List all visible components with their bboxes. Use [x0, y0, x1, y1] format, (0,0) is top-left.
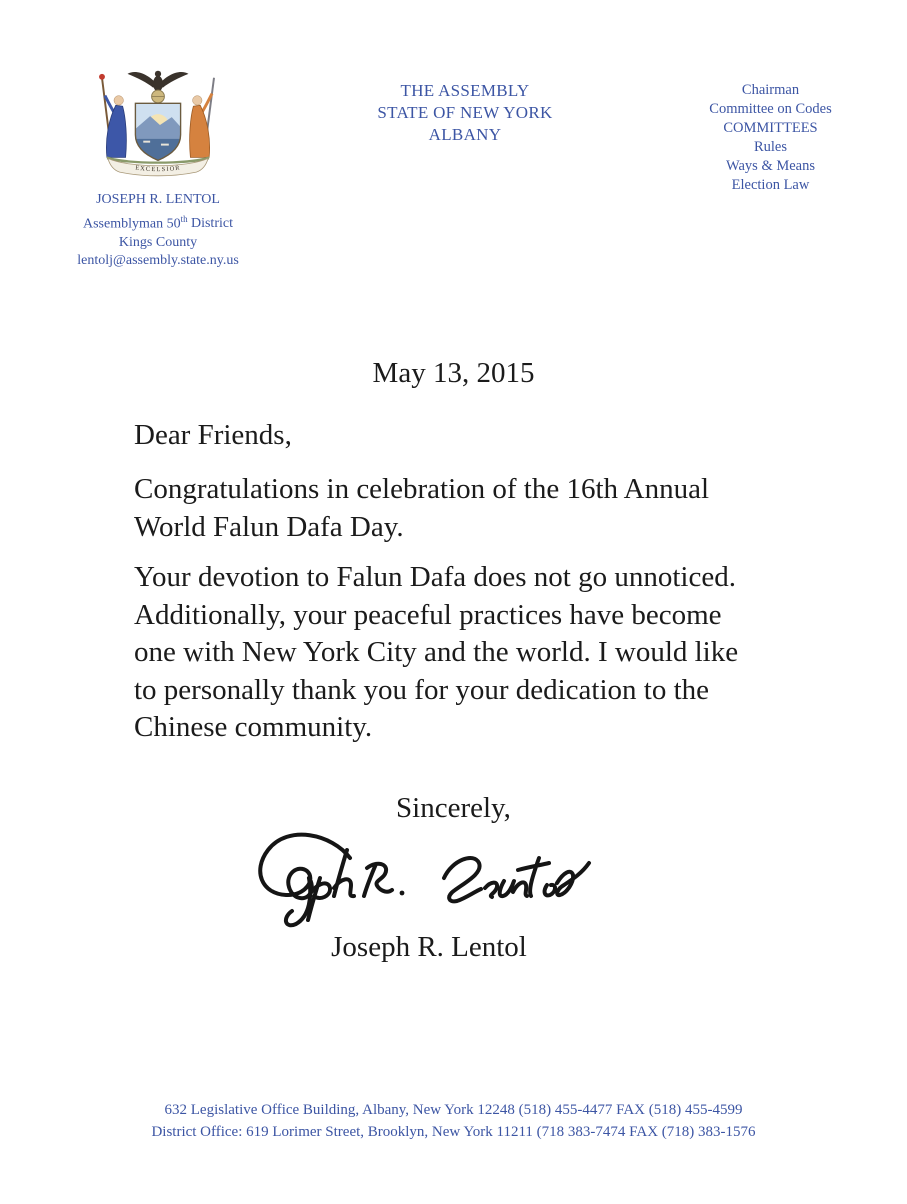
official-title-text: Assemblyman 50 — [83, 216, 181, 232]
official-title-ordinal: th — [180, 213, 188, 224]
assembly-state: STATE OF NEW YORK — [377, 103, 553, 122]
paragraph-1 — [134, 471, 709, 546]
committee-item: Election Law — [731, 177, 810, 193]
letterhead-right — [688, 81, 853, 195]
official-title — [53, 210, 263, 234]
committee-item: Rules — [753, 139, 788, 155]
paragraph-line: Congratulations in celebration of the 16th Annual — [134, 473, 710, 505]
letter-date: May 13, 2015 — [372, 357, 535, 389]
closing: Sincerely, — [396, 792, 511, 824]
paragraph-line: World Falun Dafa Day. — [134, 510, 404, 543]
official-email: lentolj@assembly.state.ny.us — [77, 253, 239, 269]
footer-district-office: District Office: 619 Lorimer Street, Brooklyn, New York 11211 (718 383-7474 FAX (718) 383-1576 — [151, 1123, 756, 1140]
committees-heading: COMMITTEES — [723, 120, 818, 136]
signer-name: Joseph R. Lentol — [331, 931, 527, 963]
footer — [0, 1100, 907, 1143]
seal-motto: EXCELSIOR — [134, 164, 182, 174]
letterhead-center — [330, 80, 600, 146]
chairman-title: Chairman — [741, 82, 800, 98]
assembly-city: ALBANY — [428, 125, 502, 144]
paragraph-line: Your devotion to Falun Dafa does not go unnoticed. — [134, 561, 736, 593]
official-name: JOSEPH R. LENTOL — [96, 192, 220, 207]
chairman-committee: Committee on Codes — [709, 101, 832, 117]
eagle-icon — [128, 71, 189, 92]
paragraph-line: Chinese community. — [134, 711, 373, 743]
letterhead-left — [53, 64, 263, 271]
justice-figure — [190, 78, 214, 158]
footer-albany-office: 632 Legislative Office Building, Albany, New York 12248 (518) 455-4477 FAX (518) 455-4599 — [164, 1102, 743, 1118]
official-county: Kings County — [118, 234, 198, 250]
paragraph-2 — [134, 559, 738, 747]
salutation: Dear Friends, — [134, 419, 292, 451]
committee-item: Ways & Means — [725, 158, 816, 174]
liberty-figure — [99, 74, 126, 158]
assembly-title: THE ASSEMBLY — [400, 81, 530, 100]
paragraph-line: one with New York City and the world. I would like — [134, 636, 739, 668]
paragraph-line: to personally thank you for your dedication to the — [134, 673, 710, 706]
official-title-district: District — [190, 216, 233, 232]
ny-state-seal-icon — [93, 66, 223, 179]
signature-image — [252, 832, 594, 934]
paragraph-line: Additionally, your peaceful practices have become — [134, 598, 722, 631]
